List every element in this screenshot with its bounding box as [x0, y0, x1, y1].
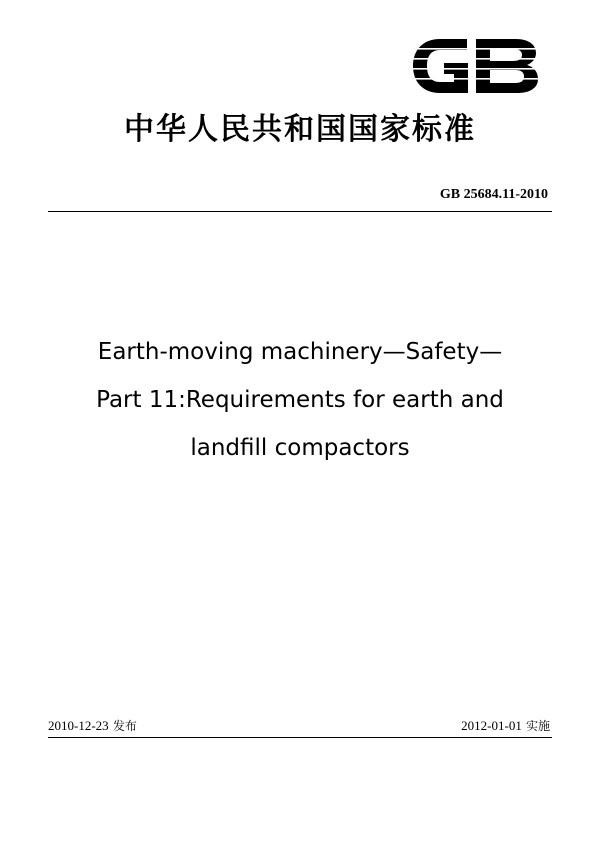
release-date-value: 2010-12-23 [48, 718, 109, 733]
implementation-date-value: 2012-01-01 [461, 718, 522, 733]
gb-logo-b [476, 39, 538, 93]
release-label: 发布 [112, 719, 137, 733]
top-divider [48, 211, 552, 212]
standard-title [0, 328, 600, 472]
gb-logo [410, 36, 540, 96]
release-date [48, 718, 137, 735]
issuing-organization: 中华人民共和国国家标准 [124, 112, 476, 147]
implementation-label: 实施 [525, 719, 550, 733]
gb-logo-g [413, 39, 468, 93]
title-line-1: Earth-moving machinery—Safety— [97, 339, 503, 365]
implementation-date [461, 718, 550, 735]
title-line-3: landfill compactors [190, 435, 410, 461]
standard-number: GB 25684.11-2010 [439, 187, 548, 202]
title-line-2: Part 11:Requirements for earth and [96, 387, 504, 413]
bottom-divider [48, 737, 552, 738]
